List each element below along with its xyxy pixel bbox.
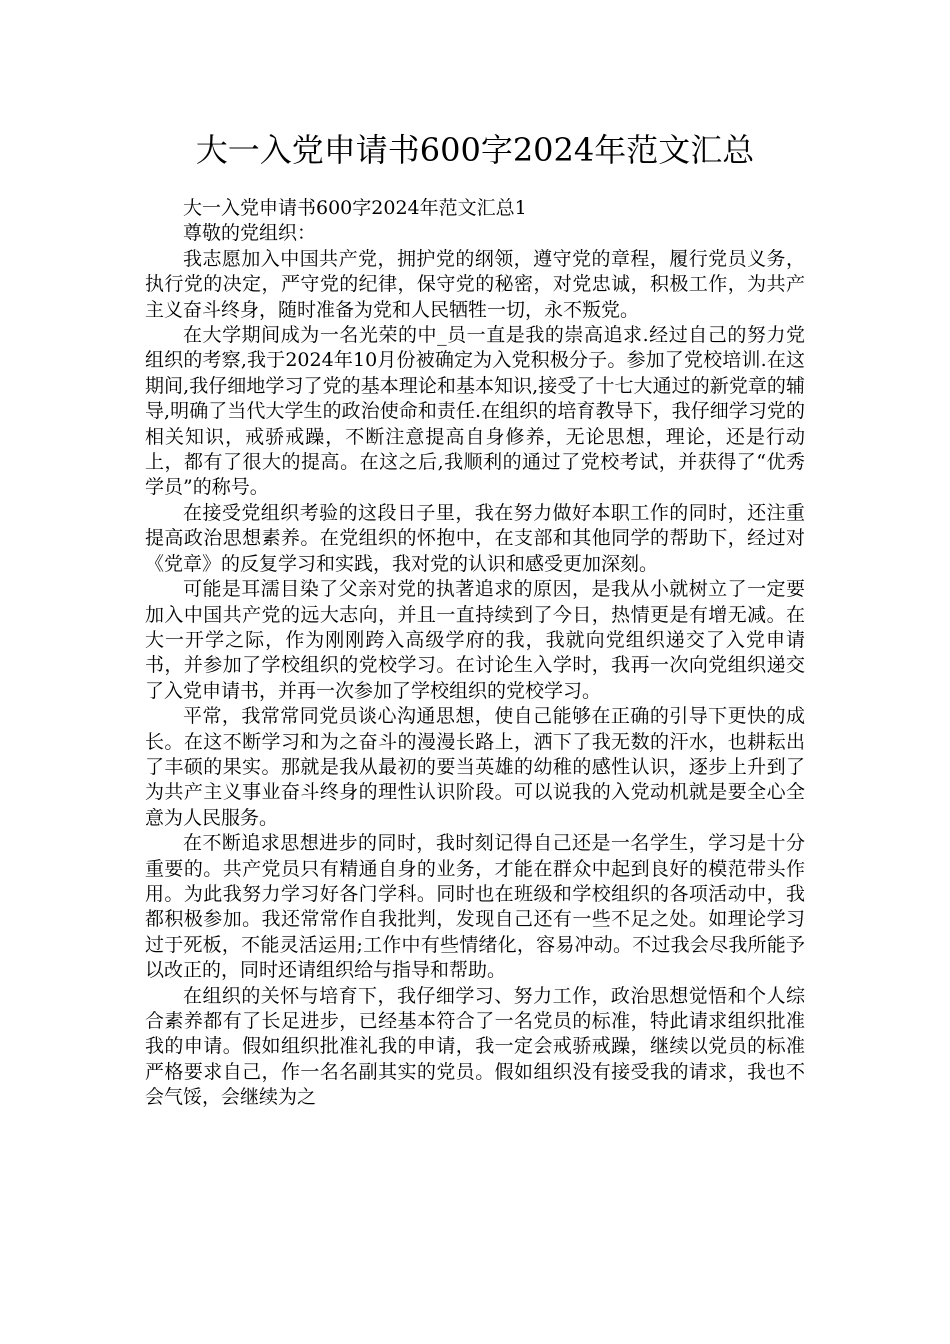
paragraph: 在大学期间成为一名光荣的中_员一直是我的崇高追求.经过自己的努力党组织的考察,我于2024年10月份被确定为入党积极分子。参加了党校培训.在这期间,我仔细地学习了党的基本理论和基本知识,接受了十七大通过的新党章的辅导,明确了当代大学生的政治使命和责任.在组织的培育教导下，我仔细学习党的相关知识，戒骄戒躁，不断注意提高自身修养，无论思想，理论，还是行动上，都有了很大的提高。在这之后,我顺利的通过了党校考试，并获得了“优秀学员”的称号。 (145, 324, 805, 499)
document-title: 大一入党申请书600字2024年范文汇总 (195, 131, 755, 169)
paragraph: 平常，我常常同党员谈心沟通思想，使自己能够在正确的引导下更快的成长。在这不断学习和为之奋斗的漫漫长路上，洒下了我无数的汗水，也耕耘出了丰硕的果实。那就是我从最初的要当英雄的幼稚的感性认识，逐步上升到了为共产主义事业奋斗终身的理性认识阶段。可以说我的入党动机就是要全心全意为人民服务。 (145, 705, 805, 829)
paragraph: 可能是耳濡目染了父亲对党的执著追求的原因，是我从小就树立了一定要加入中国共产党的远大志向，并且一直持续到了今日，热情更是有增无减。在大一开学之际，作为刚刚跨入高级学府的我，我就向党组织递交了入党申请书，并参加了学校组织的党校学习。在讨论生入学时，我再一次向党组织递交了入党申请书，并再一次参加了学校组织的党校学习。 (145, 578, 805, 702)
paragraph: 在不断追求思想进步的同时，我时刻记得自己还是一名学生，学习是十分重要的。共产党员只有精通自身的业务，才能在群众中起到良好的模范带头作用。为此我努力学习好各门学科。同时也在班级和学校组织的各项活动中，我都积极参加。我还常常作自我批判，发现自己还有一些不足之处。如理论学习过于死板，不能灵活运用;工作中有些情绪化，容易冲动。不过我会尽我所能予以改正的，同时还请组织给与指导和帮助。 (145, 832, 805, 982)
paragraph: 在接受党组织考验的这段日子里，我在努力做好本职工作的同时，还注重提高政治思想素养。在党组织的怀抱中，在支部和其他同学的帮助下，经过对《党章》的反复学习和实践，我对党的认识和感受更加深刻。 (145, 501, 805, 575)
paragraph: 我志愿加入中国共产党，拥护党的纲领，遵守党的章程，履行党员义务，执行党的决定，严守党的纪律，保守党的秘密，对党忠诚，积极工作，为共产主义奋斗终身，随时准备为党和人民牺牲一切，永不叛党。 (145, 247, 805, 321)
salutation: 尊敬的党组织： (183, 222, 317, 245)
document-body (145, 196, 805, 1111)
paragraph: 在组织的关怀与培育下，我仔细学习、努力工作，政治思想觉悟和个人综合素养都有了长足进步，已经基本符合了一名党员的标准，特此请求组织批准我的申请。假如组织批准礼我的申请，我一定会戒骄戒躁，继续以党员的标准严格要求自己，作一名名副其实的党员。假如组织没有接受我的请求，我也不会气馁，会继续为之 (145, 984, 805, 1109)
document-subtitle: 大一入党申请书600字2024年范文汇总1 (183, 197, 527, 219)
